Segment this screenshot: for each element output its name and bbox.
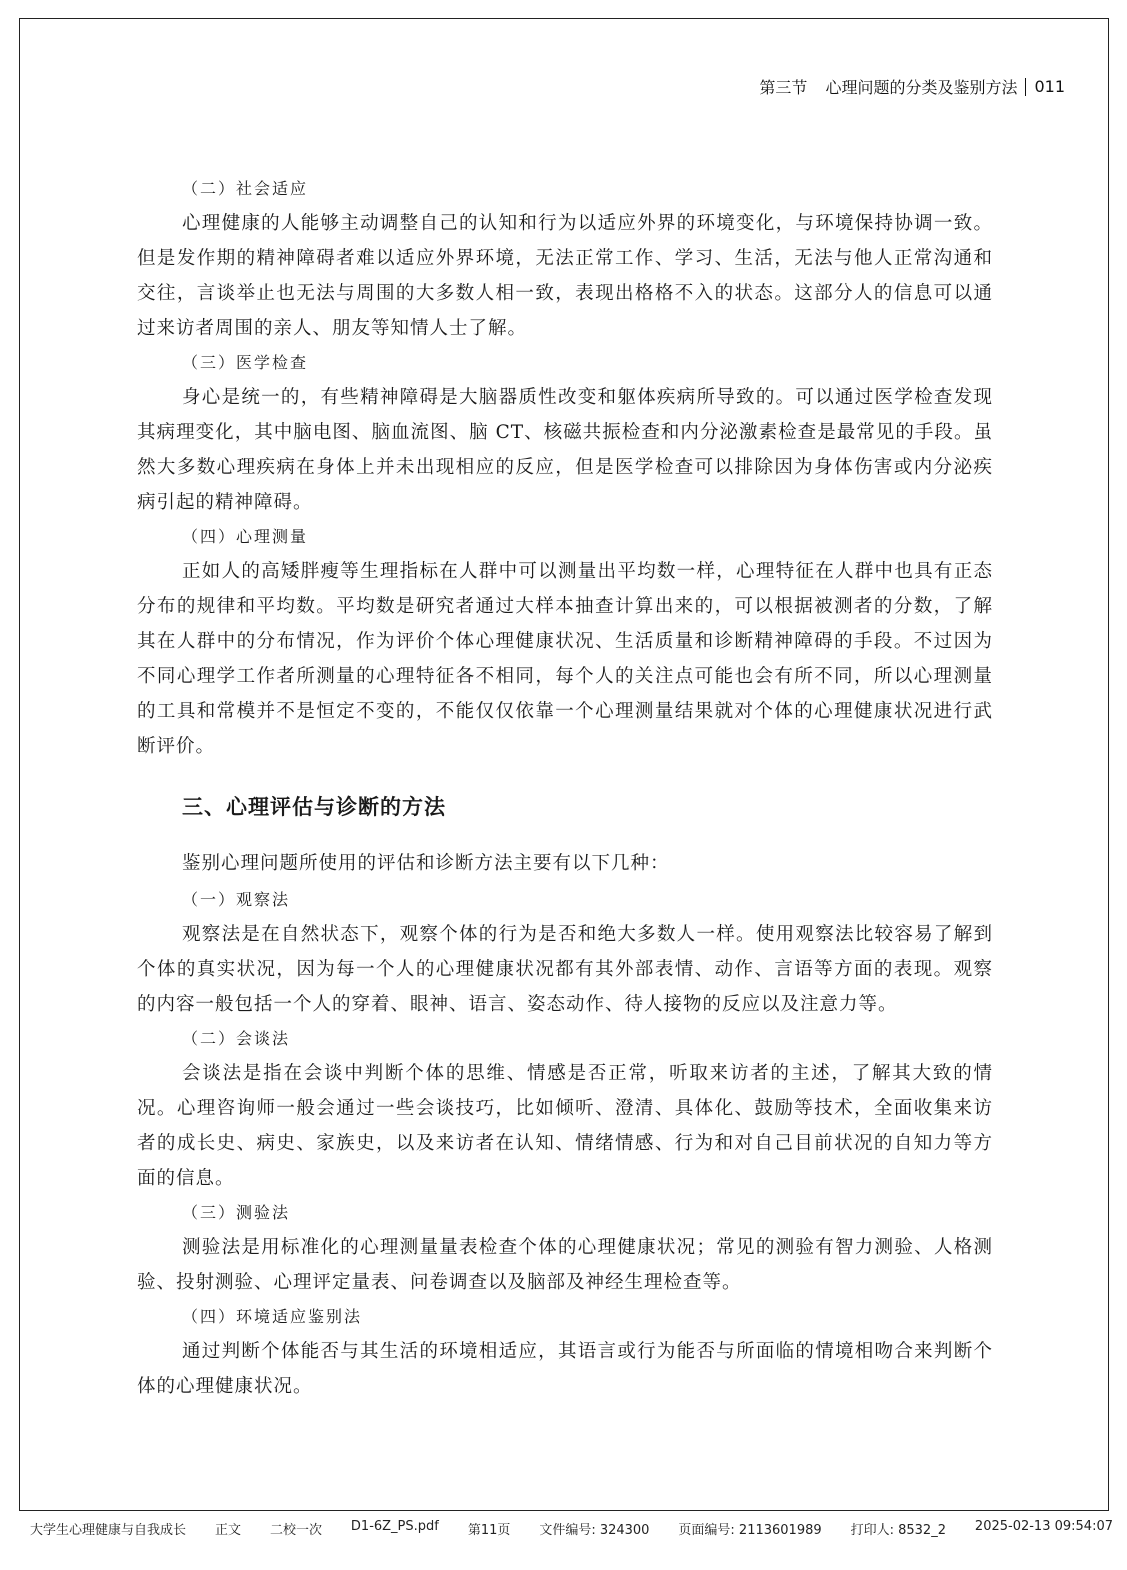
paragraph-social-adaptation: 心理健康的人能够主动调整自己的认知和行为以适应外界的环境变化，与环境保持协调一致。但是发作期的精神障碍者难以适应外界环境，无法正常工作、学习、生活，无法与他人正常沟通和交往，言谈举止也无法与周围的大多数人相一致，表现出格格不入的状态。这部分人的信息可以通过来访者周围的亲人、朋友等知情人士了解。 bbox=[137, 213, 993, 339]
footer-datetime: 2025-02-13 09:54:07 bbox=[974, 1519, 1113, 1534]
footer-page-no: 页面编号: 2113601989 bbox=[678, 1523, 822, 1538]
header-divider bbox=[1025, 78, 1026, 96]
footer-proof: 二校一次 bbox=[269, 1523, 322, 1538]
running-header bbox=[759, 75, 1065, 98]
paragraph-intro: 鉴别心理问题所使用的评估和诊断方法主要有以下几种： bbox=[182, 853, 670, 874]
heading-testing: （三）测验法 bbox=[182, 1203, 291, 1222]
page-number: 011 bbox=[1034, 77, 1065, 96]
heading-social-adaptation: （二）社会适应 bbox=[182, 179, 309, 198]
paragraph-psych-measurement: 正如人的高矮胖瘦等生理指标在人群中可以测量出平均数一样，心理特征在人群中也具有正态分布的规律和平均数。平均数是研究者通过大样本抽查计算出来的，可以根据被测者的分数，了解其在人群中的分布情况，作为评价个体心理健康状况、生活质量和诊断精神障碍的手段。不过因为不同心理学工作者所测量的心理特征各不相同，每个人的关注点可能也会有所不同，所以心理测量的工具和常模并不是恒定不变的，不能仅仅依靠一个心理测量结果就对个体的心理健康状况进行武断评价。 bbox=[137, 561, 993, 757]
heading-medical-exam: （三）医学检查 bbox=[182, 353, 309, 372]
print-footer bbox=[30, 1519, 1113, 1538]
heading-psych-measurement: （四）心理测量 bbox=[182, 527, 309, 546]
footer-file: D1-6Z_PS.pdf bbox=[350, 1519, 439, 1534]
heading-interview: （二）会谈法 bbox=[182, 1029, 291, 1048]
header-title: 心理问题的分类及鉴别方法 bbox=[825, 78, 1018, 97]
header-section: 第三节 bbox=[759, 78, 808, 97]
paragraph-medical-exam: 身心是统一的，有些精神障碍是大脑器质性改变和躯体疾病所导致的。可以通过医学检查发现其病理变化，其中脑电图、脑血流图、脑 CT、核磁共振检查和内分泌激素检查是最常见的手段。虽然大多数心理疾病在身体上并未出现相应的反应，但是医学检查可以排除因为身体伤害或内分泌疾病引起的精神障碍。 bbox=[137, 387, 993, 513]
footer-file-no: 文件编号: 324300 bbox=[539, 1523, 650, 1538]
paragraph-observation: 观察法是在自然状态下，观察个体的行为是否和绝大多数人一样。使用观察法比较容易了解到个体的真实状况，因为每一个人的心理健康状况都有其外部表情、动作、言语等方面的表现。观察的内容一般包括一个人的穿着、眼神、语言、姿态动作、待人接物的反应以及注意力等。 bbox=[137, 924, 993, 1015]
heading-observation: （一）观察法 bbox=[182, 890, 291, 909]
heading-environment: （四）环境适应鉴别法 bbox=[182, 1307, 363, 1326]
footer-printer: 打印人: 8532_2 bbox=[850, 1523, 946, 1538]
footer-book: 大学生心理健康与自我成长 bbox=[30, 1523, 187, 1538]
paragraph-interview: 会谈法是指在会谈中判断个体的思维、情感是否正常，听取来访者的主述，了解其大致的情况。心理咨询师一般会通过一些会谈技巧，比如倾听、澄清、具体化、鼓励等技术，全面收集来访者的成长史、病史、家族史，以及来访者在认知、情绪情感、行为和对自己目前状况的自知力等方面的信息。 bbox=[137, 1063, 993, 1189]
paragraph-testing: 测验法是用标准化的心理测量量表检查个体的心理健康状况；常见的测验有智力测验、人格测验、投射测验、心理评定量表、问卷调查以及脑部及神经生理检查等。 bbox=[137, 1237, 993, 1293]
footer-part: 正文 bbox=[214, 1523, 241, 1538]
footer-page: 第11页 bbox=[467, 1523, 511, 1538]
section-heading: 三、心理评估与诊断的方法 bbox=[182, 795, 446, 819]
main-content bbox=[137, 172, 993, 1404]
paragraph-environment: 通过判断个体能否与其生活的环境相适应，其语言或行为能否与所面临的情境相吻合来判断个体的心理健康状况。 bbox=[137, 1341, 993, 1397]
